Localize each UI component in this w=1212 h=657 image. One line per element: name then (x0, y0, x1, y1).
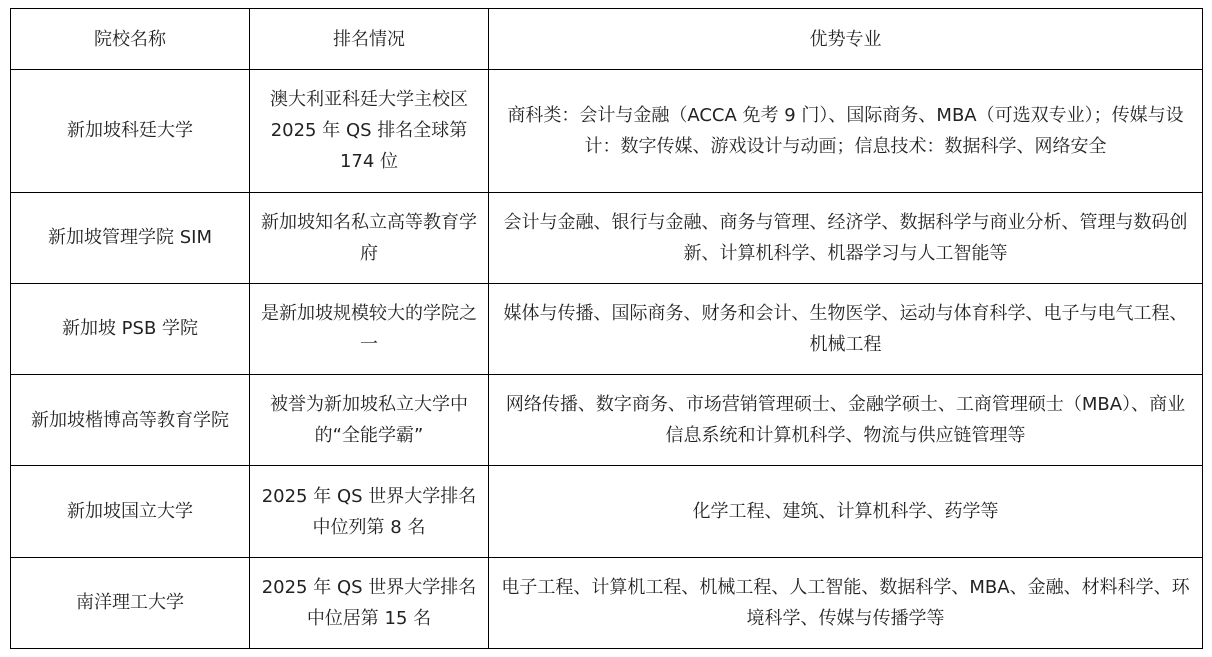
table-row (11, 283, 1203, 374)
table-row (11, 557, 1203, 648)
table-row (11, 192, 1203, 283)
school-name: 新加坡国立大学 (11, 466, 250, 557)
header-ranking: 排名情况 (250, 9, 489, 70)
ranking-cell: 新加坡知名私立高等教育学府 (250, 192, 489, 283)
majors-cell: 媒体与传播、国际商务、财务和会计、生物医学、运动与体育科学、电子与电气工程、机械工程 (489, 283, 1203, 374)
table-row (11, 466, 1203, 557)
ranking-cell: 澳大利亚科廷大学主校区 2025 年 QS 排名全球第 174 位 (250, 70, 489, 192)
school-name: 新加坡 PSB 学院 (11, 283, 250, 374)
header-school-name: 院校名称 (11, 9, 250, 70)
school-name: 新加坡管理学院 SIM (11, 192, 250, 283)
school-name: 新加坡楷博高等教育学院 (11, 375, 250, 466)
table-row (11, 375, 1203, 466)
majors-cell: 商科类：会计与金融（ACCA 免考 9 门）、国际商务、MBA（可选双专业）；传媒与设计：数字传媒、游戏设计与动画；信息技术：数据科学、网络安全 (489, 70, 1203, 192)
ranking-cell: 2025 年 QS 世界大学排名中位列第 8 名 (250, 466, 489, 557)
majors-cell: 化学工程、建筑、计算机科学、药学等 (489, 466, 1203, 557)
table-row (11, 70, 1203, 192)
school-name: 新加坡科廷大学 (11, 70, 250, 192)
universities-table (10, 8, 1203, 649)
majors-cell: 网络传播、数字商务、市场营销管理硕士、金融学硕士、工商管理硕士（MBA）、商业信息系统和计算机科学、物流与供应链管理等 (489, 375, 1203, 466)
school-name: 南洋理工大学 (11, 557, 250, 648)
ranking-cell: 被誉为新加坡私立大学中的“全能学霸” (250, 375, 489, 466)
table-header-row (11, 9, 1203, 70)
majors-cell: 会计与金融、银行与金融、商务与管理、经济学、数据科学与商业分析、管理与数码创新、计算机科学、机器学习与人工智能等 (489, 192, 1203, 283)
majors-cell: 电子工程、计算机工程、机械工程、人工智能、数据科学、MBA、金融、材料科学、环境科学、传媒与传播学等 (489, 557, 1203, 648)
ranking-cell: 2025 年 QS 世界大学排名中位居第 15 名 (250, 557, 489, 648)
ranking-cell: 是新加坡规模较大的学院之一 (250, 283, 489, 374)
header-majors: 优势专业 (489, 9, 1203, 70)
